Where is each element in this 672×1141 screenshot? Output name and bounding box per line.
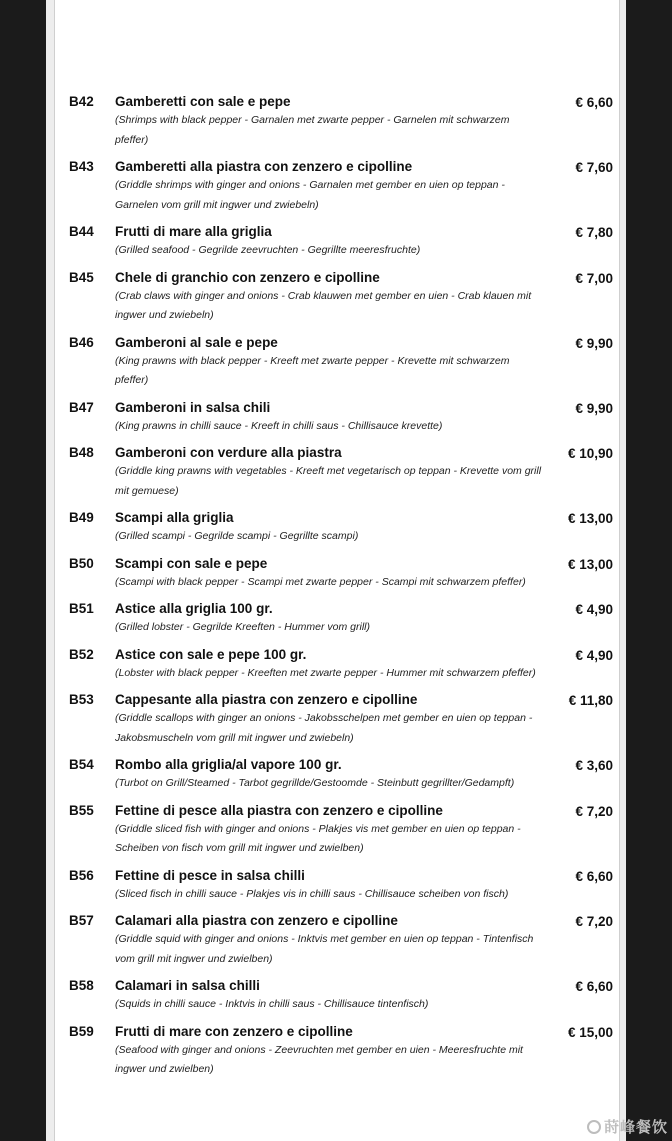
item-description: (Squids in chilli sauce - Inktvis in chilli saus - Chillisauce tintenfisch) [115,998,429,1010]
item-price: € 7,00 [575,270,613,286]
menu-item [55,93,619,150]
item-description: (Crab claws with ginger and onions - Crab klauwen met gember en uien - Crab klauen mit ingwer und zwiebeln) [115,289,532,321]
item-name: Gamberetti con sale e pepe [115,94,291,109]
item-price: € 15,00 [567,1024,613,1040]
item-code: B47 [69,399,94,415]
item-code: B45 [69,269,94,285]
item-description: (Seafood with ginger and onions - Zeevruchten met gember en uien - Meeresfruchte mit ingwer und zwielben) [115,1043,523,1075]
menu-item [55,399,619,437]
item-code: B48 [69,445,94,460]
item-description: (Griddle shrimps with ginger and onions - Garnalen met gember en uien op teppan - Garnelen vom grill mit ingwer und zwiebeln) [115,179,505,211]
menu-item [55,269,619,326]
menu-item [55,691,619,748]
item-name: Gamberetti alla piastra con zenzero e cipolline [115,159,413,174]
watermark-logo-icon [587,1120,601,1134]
item-code: B58 [69,978,94,993]
menu-item [55,334,619,391]
item-price: € 7,20 [575,803,613,819]
item-price: € 4,90 [575,602,613,617]
item-name: Rombo alla griglia/al vapore 100 gr. [115,757,342,772]
item-price: € 9,90 [575,400,613,416]
item-name: Scampi alla griglia [115,510,234,525]
left-dark-border [0,0,46,1141]
menu-sheet [54,0,620,1141]
item-name: Chele di granchio con zenzero e cipolline [115,269,380,285]
item-name: Fettine di pesce alla piastra con zenzero e cipolline [115,802,443,818]
item-name: Scampi con sale e pepe [115,555,268,571]
item-name: Calamari alla piastra con zenzero e cipolline [115,913,398,928]
item-code: B55 [69,802,94,818]
menu-item [55,509,619,547]
menu-item [55,756,619,794]
item-price: € 3,60 [575,758,613,773]
item-name: Gamberoni con verdure alla piastra [115,445,342,460]
item-code: B59 [69,1023,94,1039]
item-description: (Griddle scallops with ginger an onions - Jakobsschelpen met gember en uien op teppan - Jakobsmuscheln vom grill mit ingwer und zwiebeln) [115,712,533,744]
item-code: B49 [69,510,94,525]
item-description: (Turbot on Grill/Steamed - Tarbot gegrillde/Gestoomde - Steinbutt gegrillter/Gedampft) [115,777,515,789]
item-price: € 7,80 [575,225,613,240]
menu-item [55,977,619,1015]
item-description: (Scampi with black pepper - Scampi met zwarte pepper - Scampi mit schwarzem pfeffer) [115,575,526,588]
item-name: Gamberoni in salsa chili [115,399,271,415]
item-name: Frutti di mare alla griglia [115,224,272,239]
item-price: € 4,90 [575,647,613,663]
menu-item [55,555,619,593]
menu-list [55,93,619,1088]
menu-item [55,802,619,859]
item-code: B51 [69,601,94,616]
item-code: B57 [69,913,94,928]
item-description: (Sliced fisch in chilli sauce - Plakjes vis in chilli saus - Chillisauce scheiben von fisch) [115,887,509,900]
item-code: B43 [69,159,94,174]
menu-item [55,444,619,501]
item-description: (Griddle squid with ginger and onions - Inktvis met gember en uien op teppan - Tintenfisch vom grill mit ingwer und zwielben) [115,933,534,965]
item-price: € 7,20 [575,914,613,929]
item-name: Astice alla griglia 100 gr. [115,601,273,616]
menu-item [55,1023,619,1080]
item-name: Fettine di pesce in salsa chilli [115,867,305,883]
menu-item [55,158,619,215]
item-price: € 6,60 [575,868,613,884]
item-price: € 6,60 [575,95,613,110]
item-description: (Grilled scampi - Gegrilde scampi - Gegrillte scampi) [115,530,359,542]
watermark-text: 莳峰餐饮 [603,1119,668,1136]
item-description: (Griddle sliced fish with ginger and onions - Plakjes vis met gember en uien op teppan - Scheiben von fisch vom grill mit ingwer und zwielben) [115,822,521,854]
item-price: € 13,00 [567,511,613,526]
item-price: € 7,60 [575,160,613,175]
item-price: € 13,00 [567,556,613,572]
item-code: B53 [69,692,94,707]
item-description: (Grilled lobster - Gegrilde Kreeften - Hummer vom grill) [115,621,370,633]
item-code: B42 [69,94,94,109]
item-description: (Grilled seafood - Gegrilde zeevruchten - Gegrillte meeresfruchte) [115,244,421,256]
watermark [587,1116,668,1137]
menu-page [46,0,626,1141]
item-code: B50 [69,555,94,571]
item-price: € 10,90 [567,446,613,461]
item-price: € 11,80 [568,693,613,708]
item-description: (Lobster with black pepper - Kreeften met zwarte pepper - Hummer mit schwarzem pfeffer) [115,666,536,679]
item-description: (Shrimps with black pepper - Garnalen met zwarte pepper - Garnelen mit schwarzem pfeffer) [115,114,510,146]
item-code: B52 [69,646,94,662]
item-code: B46 [69,334,94,350]
item-description: (King prawns with black pepper - Kreeft met zwarte pepper - Krevette mit schwarzem pfeffer) [115,354,510,386]
item-code: B56 [69,867,94,883]
item-name: Astice con sale e pepe 100 gr. [115,646,307,662]
menu-item [55,867,619,905]
item-description: (King prawns in chilli sauce - Kreeft in chilli saus - Chillisauce krevette) [115,419,443,432]
item-name: Calamari in salsa chilli [115,978,260,993]
menu-item [55,223,619,261]
item-description: (Griddle king prawns with vegetables - Kreeft met vegetarisch op teppan - Krevette vom grill mit gemuese) [115,465,542,497]
item-price: € 6,60 [575,979,613,994]
item-name: Cappesante alla piastra con zenzero e cipolline [115,692,418,707]
menu-item [55,600,619,638]
menu-item [55,646,619,684]
item-price: € 9,90 [575,335,613,351]
menu-item [55,912,619,969]
item-name: Gamberoni al sale e pepe [115,334,278,350]
item-name: Frutti di mare con zenzero e cipolline [115,1023,353,1039]
right-dark-border [626,0,672,1141]
item-code: B54 [69,757,94,772]
item-code: B44 [69,224,94,239]
